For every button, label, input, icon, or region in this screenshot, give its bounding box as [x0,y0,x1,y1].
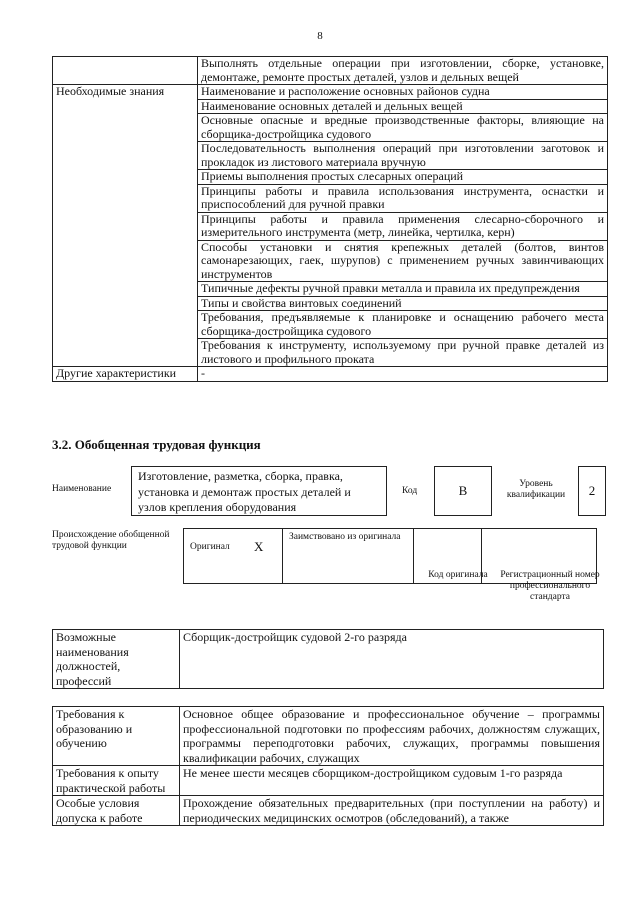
qualification-level-box: 2 [578,466,606,516]
knowledge-item: Требования к инструменту, используемому при ручной правке деталей из листового и профильного проката [198,339,608,367]
borrowed-label: Заимствовано из оригинала [283,529,414,584]
knowledge-item: Принципы работы и правила использования инструмента, оснастки и приспособлений для ручной правки [198,184,608,212]
requirement-label: Особые условия допуска к работе [53,796,180,826]
original-mark: X [248,529,283,584]
table-cell: Выполнять отдельные операции при изготовлении, сборке, установке, демонтаже, ремонте простых деталей, узлов и дельных вещей [198,57,608,85]
original-label: Оригинал [184,529,249,584]
table-cell-empty [53,57,198,85]
knowledge-item: Типичные дефекты ручной правки металла и правила их предупреждения [198,282,608,297]
knowledge-item: Последовательность выполнения операций при изготовлении заготовок и прокладок из листового материала вручную [198,142,608,170]
knowledge-item: Приемы выполнения простых слесарных операций [198,170,608,185]
section-title: 3.2. Обобщенная трудовая функция [52,437,261,452]
page-number: 8 [317,30,323,42]
function-name-box: Изготовление, разметка, сборка, правка, установка и демонтаж простых деталей и узлов крепления оборудования [131,466,387,516]
requirement-label: Требования к образованию и обучению [53,707,180,766]
table-row [53,57,608,85]
requirement-value: Не менее шести месяцев сборщиком-достройщиком судовым 1-го разряда [180,766,604,796]
positions-label: Возможные наименования должностей, профессий [53,630,180,689]
table-row [53,766,604,796]
knowledge-label: Необходимые знания [53,85,198,367]
origin-label: Происхождение обобщенной трудовой функции [52,530,170,551]
code-label: Код [402,486,418,496]
knowledge-table [52,56,608,382]
knowledge-item: Типы и свойства винтовых соединений [198,296,608,311]
table-row [53,796,604,826]
code-box: B [434,466,492,516]
reg-number-caption: Регистрационный номер профессионального стандарта [500,570,600,602]
function-name-label: Наименование [52,484,112,494]
positions-table [52,629,604,689]
table-row [53,85,608,100]
positions-value: Сборщик-достройщик судовой 2-го разряда [180,630,604,689]
table-row [53,630,604,689]
other-characteristics-value: - [198,367,608,382]
qualification-level-label: Уровень квалификации [506,479,566,500]
knowledge-item: Требования, предъявляемые к планировке и оснащению рабочего места сборщика-достройщика судового [198,311,608,339]
other-characteristics-label: Другие характеристики [53,367,198,382]
knowledge-item: Наименование основных деталей и дельных вещей [198,99,608,114]
knowledge-item: Наименование и расположение основных районов судна [198,85,608,100]
knowledge-item: Принципы работы и правила применения слесарно-сборочного и измерительного инструмента (метр, линейка, чертилка, керн) [198,212,608,240]
requirement-value: Прохождение обязательных предварительных (при поступлении на работу) и периодических медицинских осмотров (обследований), а также [180,796,604,826]
code-original-caption: Код оригинала [428,570,488,580]
requirements-table [52,706,604,826]
table-row [53,367,608,382]
knowledge-item: Способы установки и снятия крепежных деталей (болтов, винтов самонарезающих, гаек, шурупов) с применением ручных завинчивающих инструментов [198,240,608,282]
requirement-label: Требования к опыту практической работы [53,766,180,796]
table-row [53,707,604,766]
knowledge-item: Основные опасные и вредные производственные факторы, влияющие на сборщика-достройщика судового [198,114,608,142]
requirement-value: Основное общее образование и профессиональное обучение – программы профессиональной подготовки по профессиям рабочих, должностям служащих, программы переподготовки рабочих, служащих, программы повышения квалификации рабочих, служащих [180,707,604,766]
